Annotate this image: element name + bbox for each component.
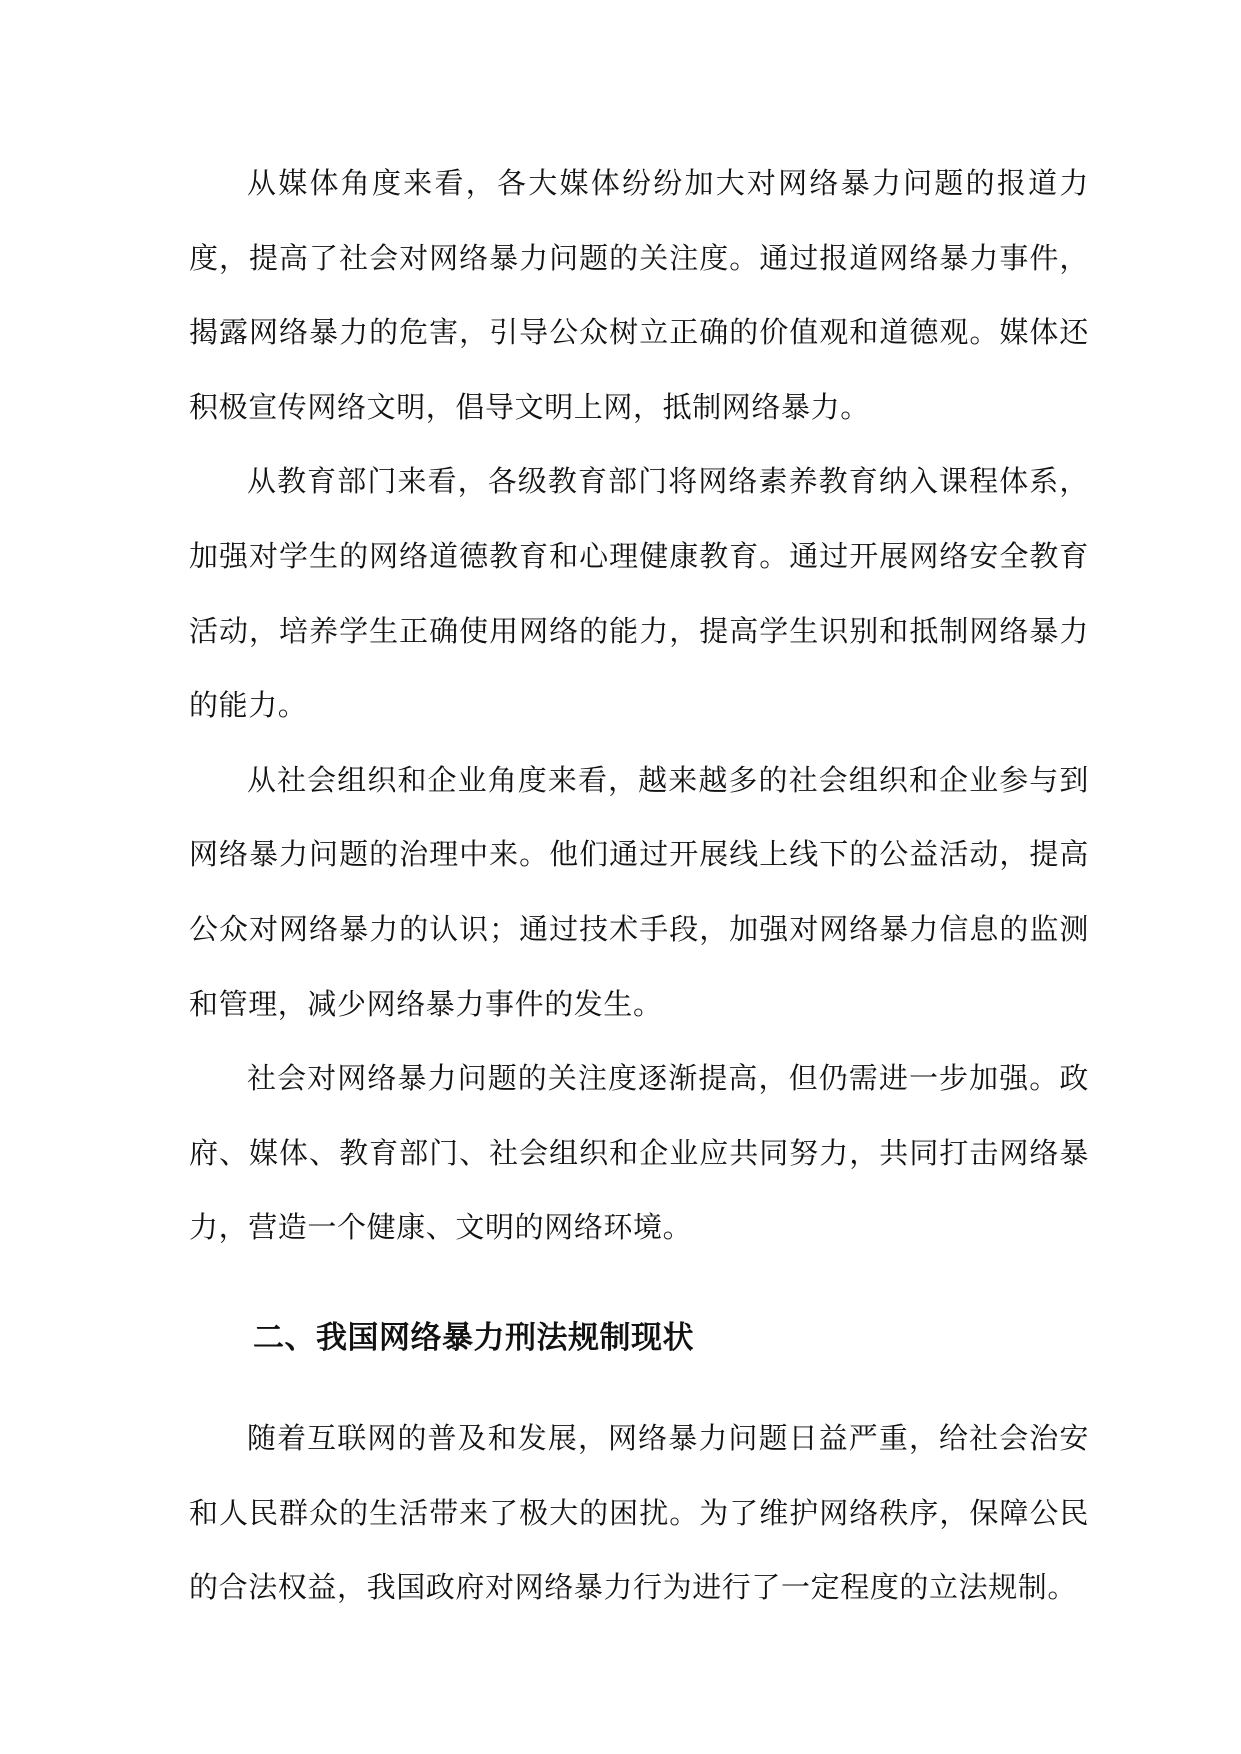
document-body	[189, 146, 1089, 1625]
paragraph-social-organizations: 从社会组织和企业角度来看，越来越多的社会组织和企业参与到网络暴力问题的治理中来。他们通过开展线上线下的公益活动，提高公众对网络暴力的认识；通过技术手段，加强对网络暴力信息的监测和管理，减少网络暴力事件的发生。	[189, 762, 1089, 1021]
paragraph-summary: 社会对网络暴力问题的关注度逐渐提高，但仍需进一步加强。政府、媒体、教育部门、社会组织和企业应共同努力，共同打击网络暴力，营造一个健康、文明的网络环境。	[189, 1061, 1089, 1245]
paragraph-legislation: 随着互联网的普及和发展，网络暴力问题日益严重，给社会治安和人民群众的生活带来了极大的困扰。为了维护网络秩序，保障公民的合法权益，我国政府对网络暴力行为进行了一定程度的立法规制。	[189, 1420, 1089, 1605]
paragraph-media: 从媒体角度来看，各大媒体纷纷加大对网络暴力问题的报道力度，提高了社会对网络暴力问题的关注度。通过报道网络暴力事件，揭露网络暴力的危害，引导公众树立正确的价值观和道德观。媒体还积极宣传网络文明，倡导文明上网，抵制网络暴力。	[189, 166, 1089, 424]
paragraph-education: 从教育部门来看，各级教育部门将网络素养教育纳入课程体系，加强对学生的网络道德教育和心理健康教育。通过开展网络安全教育活动，培养学生正确使用网络的能力，提高学生识别和抵制网络暴力的能力。	[189, 464, 1089, 723]
section-heading: 二、我国网络暴力刑法规制现状	[253, 1319, 694, 1356]
